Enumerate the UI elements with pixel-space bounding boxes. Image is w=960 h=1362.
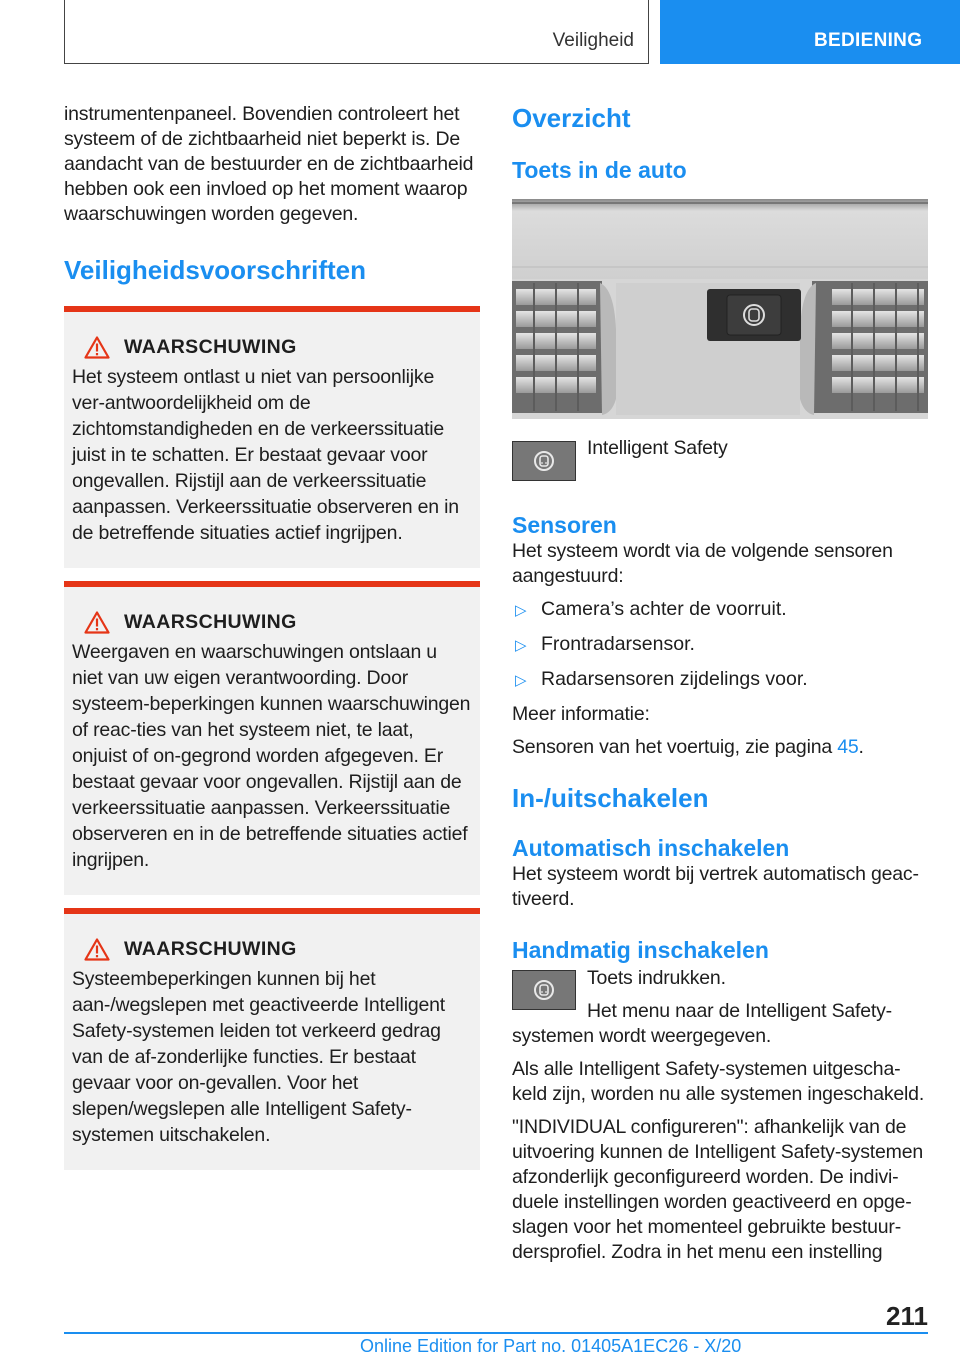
list-item (512, 597, 928, 624)
warning-title (72, 936, 472, 962)
header-chapter-label: BEDIENING (814, 30, 923, 51)
button-heading: Toets in de auto (512, 157, 687, 183)
list-item-text: Radarsensoren zijdelings voor. (541, 668, 808, 690)
header-section-label: Veiligheid (552, 30, 634, 51)
left-column (64, 102, 480, 1170)
footer-edition: Online Edition for Part no. 01405A1EC26 - X/20 (360, 1336, 742, 1356)
reference-text: Sensoren van het voertuig, zie pagina (512, 736, 838, 758)
onoff-heading: In-/uitschakelen (512, 783, 709, 813)
triangle-bullet-icon: ▷ (515, 637, 527, 654)
header-section-box (64, 0, 649, 64)
intelligent-safety-icon (512, 441, 576, 481)
sensors-heading: Sensoren (512, 512, 617, 538)
sensors-intro: Het systeem wordt via de volgende sensoren aangestuurd: (512, 540, 893, 587)
auto-heading: Automatisch inschakelen (512, 835, 790, 861)
warning-triangle-icon (84, 938, 110, 961)
manual-step (512, 966, 928, 1049)
warning-box (64, 581, 480, 895)
manual-step-text: Toets indrukken. (587, 967, 726, 989)
warning-title-label: WAARSCHUWING (124, 610, 297, 633)
dashboard-illustration (512, 199, 928, 419)
manual-heading: Handmatig inschakelen (512, 937, 769, 963)
warning-triangle-icon (84, 336, 110, 359)
overview-heading: Overzicht (512, 103, 631, 133)
warning-text: Weergaven en waarschuwingen ontslaan u niet van uw eigen verantwoording. Door systeem‐beperkingen kunnen waarschuwingen of reac‐ties van het systeem niet, te laat, onjuist of on‐gegrond worden afgegeven. Er bestaat gevaar voor ongevallen. Rijstijl aan de verkeerssituatie aanpassen. Verkeerssituatie observeren en in de betreffende situaties actief ingrijpen. (72, 641, 471, 871)
auto-text: Het systeem wordt bij vertrek automatisch geac‐tiveerd. (512, 863, 919, 910)
list-item (512, 667, 928, 694)
warning-box (64, 306, 480, 568)
warning-text: Systeembeperkingen kunnen bij het aan-/wegslepen met geactiveerde Intelligent Safety-systemen leiden tot verkeerd gedrag van de af‐zonderlijke functies. Er bestaat gevaar voor on‐gevallen. Voor het slepen/wegslepen alle Intelligent Safety-systemen uitschakelen. (72, 968, 445, 1146)
dashboard-image (512, 199, 928, 419)
page-link[interactable]: 45 (837, 736, 859, 758)
warning-text: Het systeem ontlast u niet van persoonlijke ver‐antwoordelijkheid om de zichtomstandigheden en de verkeerssituatie juist in te schatten. Er bestaat gevaar voor ongevallen. Rijstijl aan de verkeerssituatie aanpassen. Verkeerssituatie observeren en in de betreffende situaties actief ingrijpen. (72, 366, 459, 544)
paragraph-all-systems: Als alle Intelligent Safety-systemen uitgescha‐keld zijn, worden nu alle systemen ingeschakeld. (512, 1058, 925, 1105)
list-item (512, 632, 928, 659)
paragraph-individual: "INDIVIDUAL configureren": afhankelijk van de uitvoering kunnen de Intelligent Safety-systemen afzonderlijk geconfigureerd worden. De indivi‐duele instellingen worden geactiveerd en opge‐slagen voor het momenteel gebruikte bestuur‐dersprofiel. Zodra in het menu een instelling (512, 1116, 923, 1263)
sensor-reference (512, 735, 928, 760)
safety-heading: Veiligheidsvoorschriften (64, 255, 366, 285)
warning-box (64, 908, 480, 1170)
list-item-text: Frontradarsensor. (541, 633, 695, 655)
page-number: 211 (886, 1301, 928, 1331)
button-label: Intelligent Safety (587, 437, 728, 459)
header-chapter-tab (660, 0, 960, 64)
warning-title-label: WAARSCHUWING (124, 937, 297, 960)
reference-end: . (858, 736, 864, 758)
triangle-bullet-icon: ▷ (515, 672, 527, 689)
list-item-text: Camera’s achter de voorruit. (541, 598, 787, 620)
footer-divider (64, 1332, 928, 1334)
triangle-bullet-icon: ▷ (515, 602, 527, 619)
button-legend (512, 437, 928, 481)
manual-result-text: Het menu naar de Intelligent Safety-systemen wordt weergegeven. (512, 1000, 892, 1047)
right-column (512, 102, 928, 1265)
warning-title (72, 609, 472, 635)
warning-title (72, 334, 472, 360)
sensors-list (512, 597, 928, 694)
intro-paragraph: instrumentenpaneel. Bovendien controleert het systeem of de zichtbaarheid niet beperkt is. De aandacht van de bestuurder en de zichtbaarheid hebben ook een invloed op het moment waarop waarschuwingen worden gegeven. (64, 103, 474, 225)
warning-title-label: WAARSCHUWING (124, 335, 297, 358)
more-info-label: Meer informatie: (512, 703, 650, 725)
intelligent-safety-icon (512, 970, 576, 1010)
warning-triangle-icon (84, 611, 110, 634)
